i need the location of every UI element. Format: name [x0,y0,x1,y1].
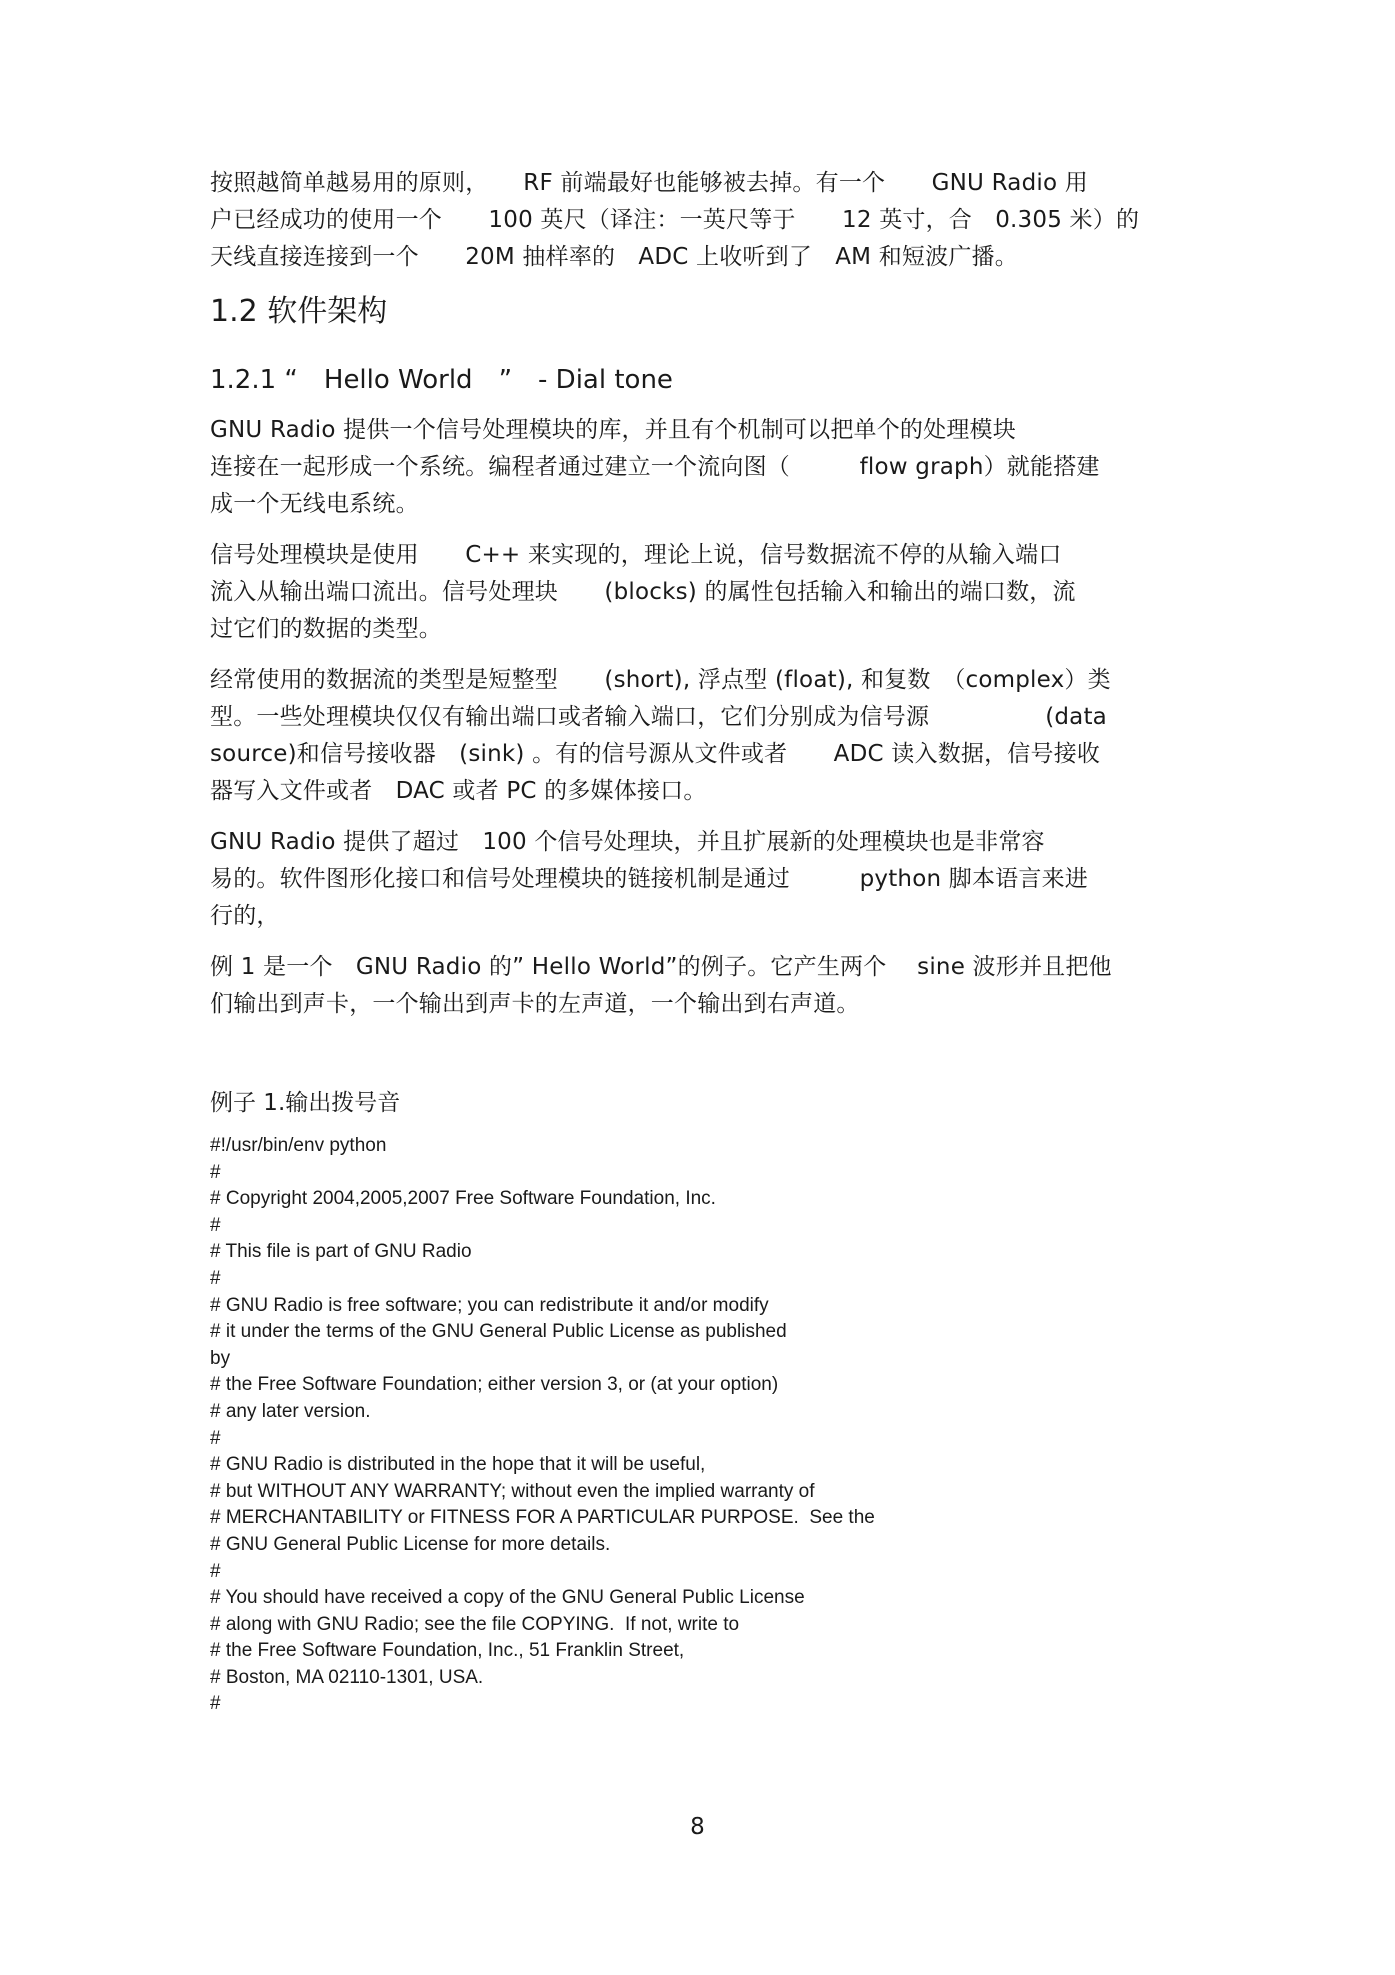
code-line: #!/usr/bin/env python [210,1135,387,1156]
code-line: # [210,1267,221,1289]
code-line: # [210,1693,221,1715]
body-paragraph [210,662,1195,810]
text-line: 信号处理模块是使用 C++ 来实现的，理论上说，信号数据流不停的从输入端口 [210,542,1062,568]
text-line: source)和信号接收器 (sink) 。有的信号源从文件或者 ADC 读入数据，信号接收 [210,741,1101,767]
code-line: # This file is part of GNU Radio [210,1241,472,1263]
code-line: # [210,1560,221,1582]
text-line: 连接在一起形成一个系统。编程者通过建立一个流向图（ flow graph）就能搭建 [210,454,1100,480]
code-line: # MERCHANTABILITY or FITNESS FOR A PARTICULAR PURPOSE. See the [210,1507,875,1529]
text-line: 流入从输出端口流出。信号处理块 (blocks) 的属性包括输入和输出的端口数，流 [210,579,1076,605]
body-paragraph [210,537,1195,648]
code-line: # the Free Software Foundation, Inc., 51 Franklin Street, [210,1640,685,1662]
document-page [210,165,1195,1718]
text-line: 们输出到声卡，一个输出到声卡的左声道，一个输出到右声道。 [210,991,860,1017]
code-line: # Copyright 2004,2005,2007 Free Software Foundation, Inc. [210,1188,716,1210]
section-heading: 1.2 软件架构 [210,294,388,329]
code-line: # [210,1427,221,1449]
text-line: 户已经成功的使用一个 100 英尺（译注：一英尺等于 12 英寸，合 0.305 米）的 [210,207,1140,233]
code-line: # Boston, MA 02110-1301, USA. [210,1666,484,1688]
text-line: 易的。软件图形化接口和信号处理模块的链接机制是通过 python 脚本语言来进 [210,866,1088,892]
page-number: 8 [690,1814,705,1840]
code-line: by [210,1347,231,1369]
example-caption: 例子 1.输出拨号音 [210,1090,401,1116]
code-line: # [210,1161,221,1183]
subsection-heading: 1.2.1 “ Hello World ” - Dial tone [210,365,673,395]
text-line: 例 1 是一个 GNU Radio 的” Hello World”的例子。它产生两个 sine 波形并且把他 [210,954,1112,980]
code-line: # GNU General Public License for more details. [210,1533,611,1555]
code-line: # any later version. [210,1400,371,1422]
intro-paragraph [210,165,1195,276]
text-line: 按照越简单越易用的原则， RF 前端最好也能够被去掉。有一个 GNU Radio 用 [210,170,1088,196]
text-line: 成一个无线电系统。 [210,491,419,517]
text-line: 天线直接连接到一个 20M 抽样率的 ADC 上收听到了 AM 和短波广播。 [210,244,1018,270]
text-line: 器写入文件或者 DAC 或者 PC 的多媒体接口。 [210,778,707,804]
code-line: # GNU Radio is free software; you can redistribute it and/or modify [210,1294,769,1316]
text-line: GNU Radio 提供一个信号处理模块的库，并且有个机制可以把单个的处理模块 [210,417,1016,443]
code-line: # You should have received a copy of the GNU General Public License [210,1587,805,1609]
code-listing [210,1133,1195,1718]
text-line: GNU Radio 提供了超过 100 个信号处理块，并且扩展新的处理模块也是非常容 [210,829,1045,855]
code-line: # it under the terms of the GNU General Public License as published [210,1321,787,1343]
code-line: # GNU Radio is distributed in the hope that it will be useful, [210,1454,706,1476]
code-line: # along with GNU Radio; see the file COPYING. If not, write to [210,1613,740,1635]
code-line: # [210,1214,221,1236]
text-line: 型。一些处理模块仅仅有输出端口或者输入端口，它们分别成为信号源 (data [210,704,1107,730]
body-paragraph [210,949,1195,1023]
text-line: 过它们的数据的类型。 [210,616,442,642]
text-line: 行的， [210,903,280,929]
code-line: # the Free Software Foundation; either version 3, or (at your option) [210,1374,779,1396]
code-line: # but WITHOUT ANY WARRANTY; without even the implied warranty of [210,1480,815,1502]
body-paragraph [210,824,1195,935]
text-line: 经常使用的数据流的类型是短整型 (short), 浮点型 (float), 和复数 （complex）类 [210,667,1111,693]
body-paragraph [210,412,1195,523]
